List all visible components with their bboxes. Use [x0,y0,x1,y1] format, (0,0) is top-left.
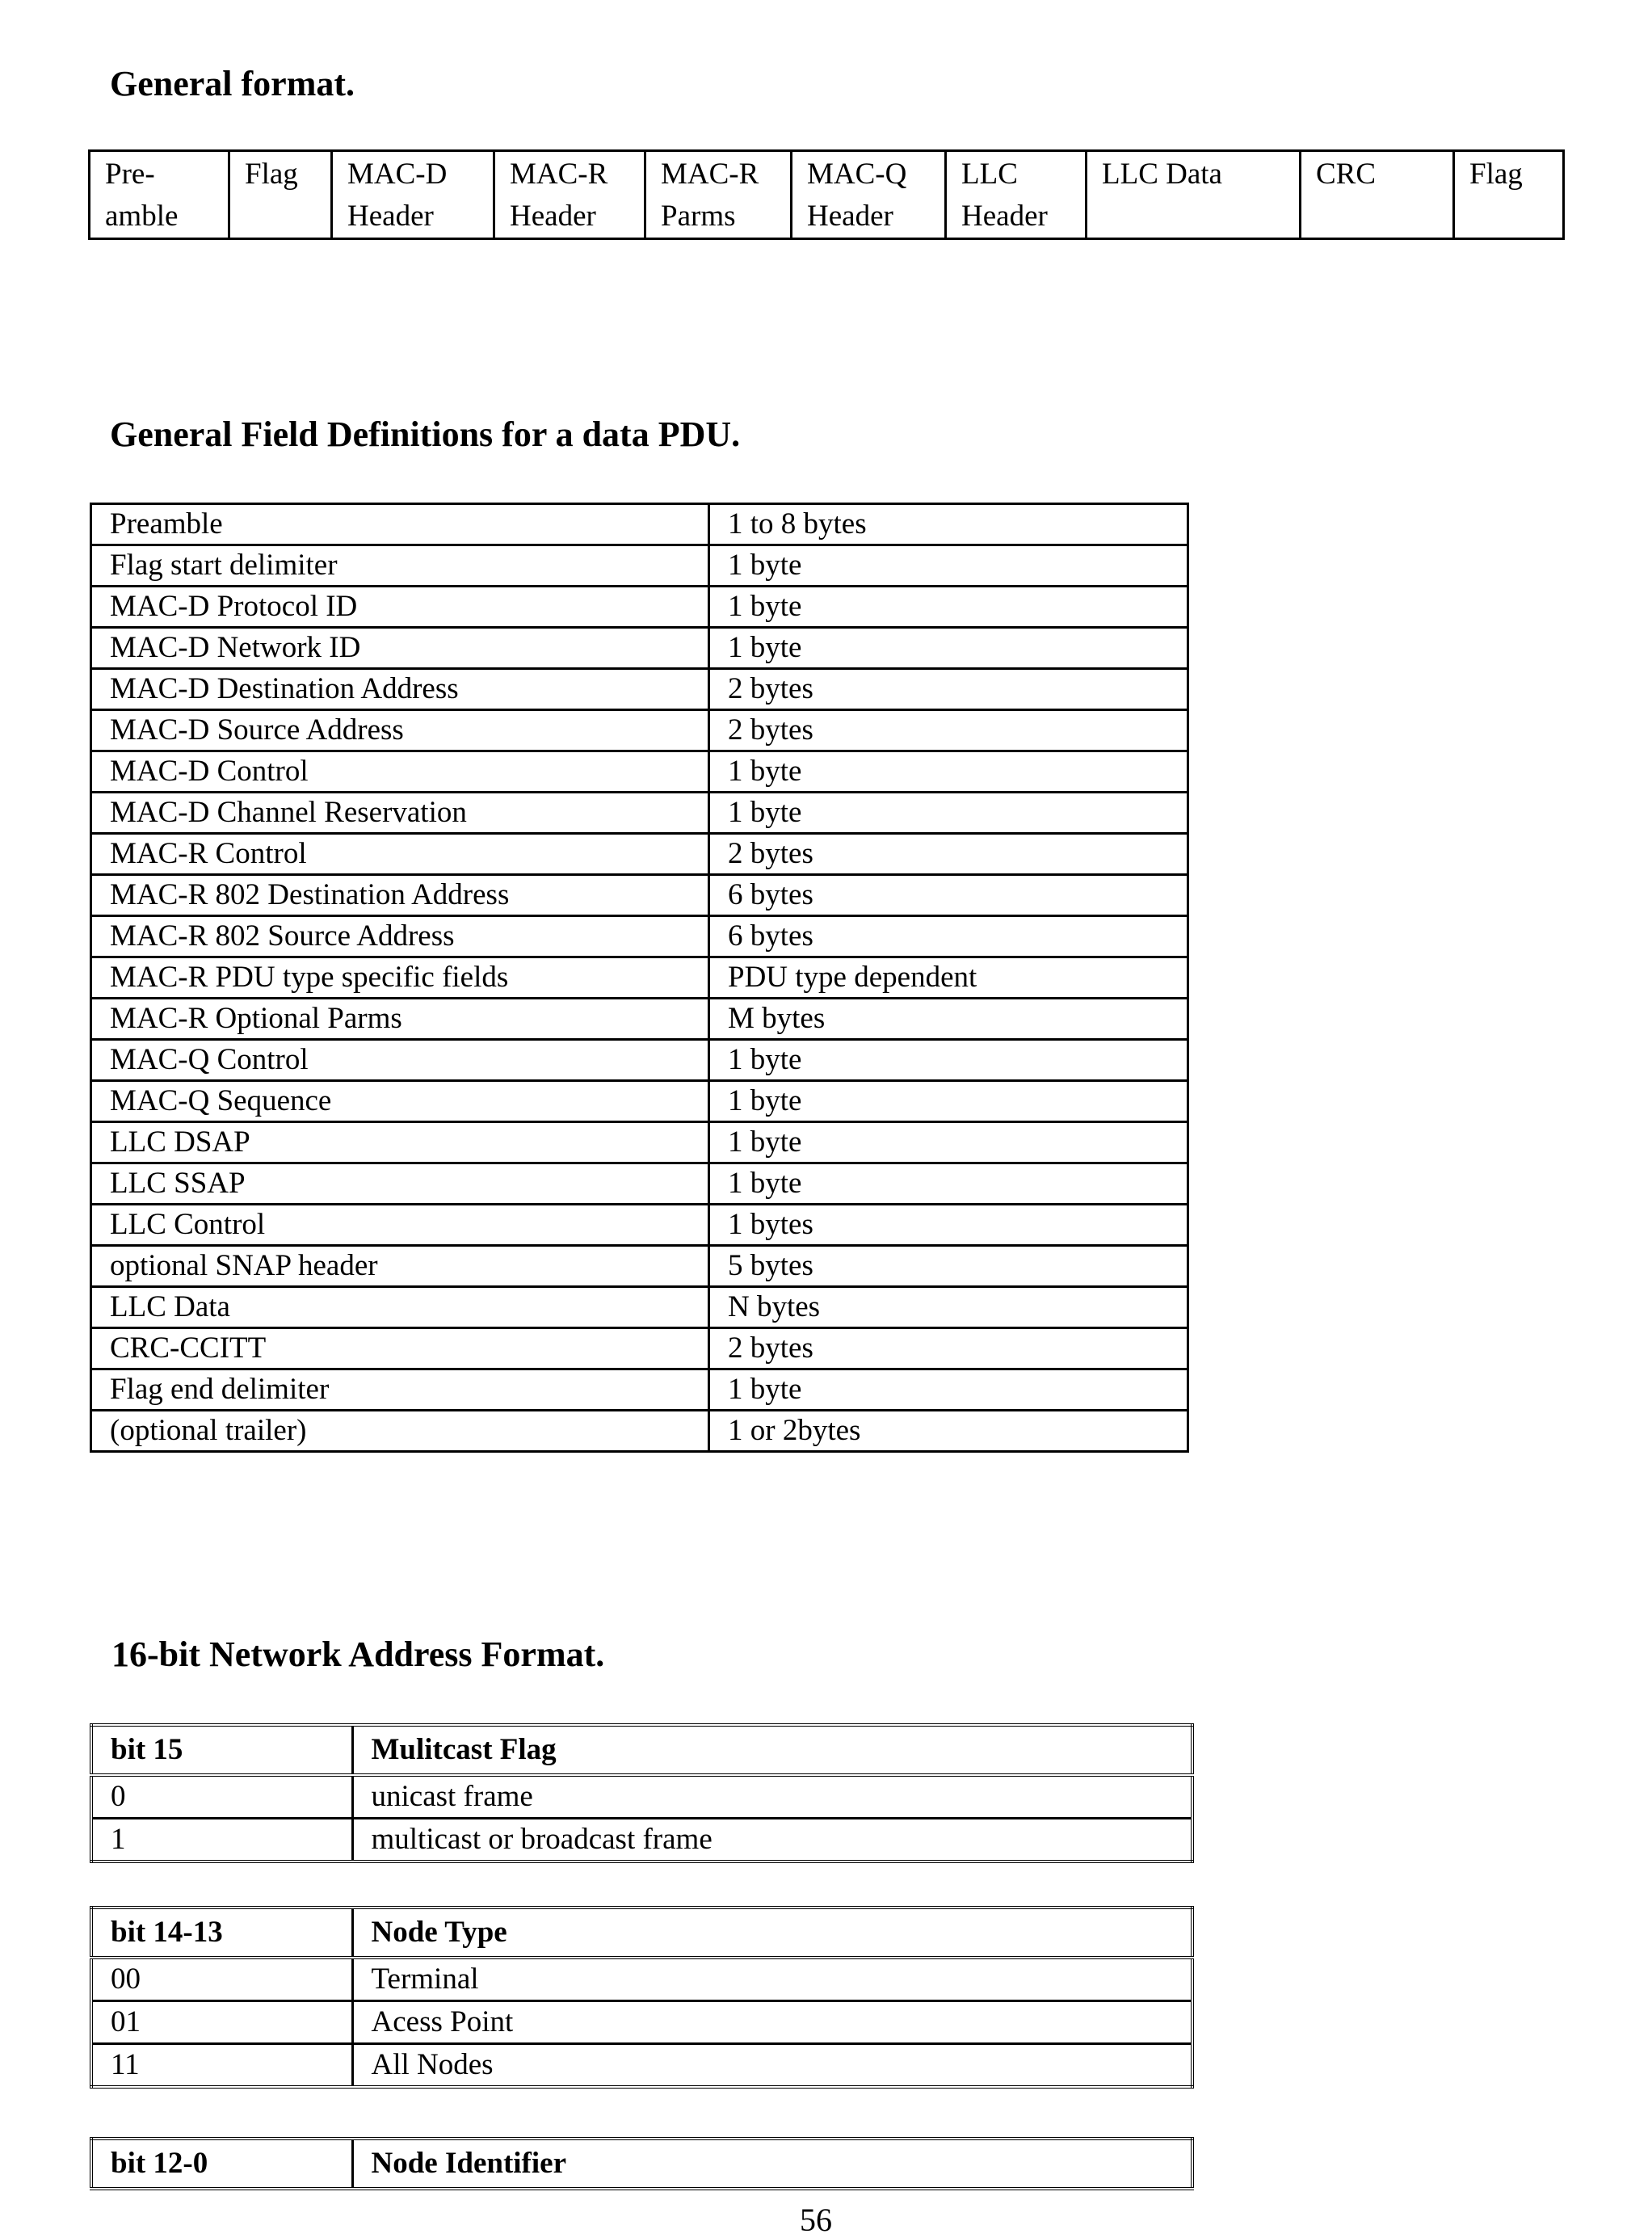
format-cell: Flag [1454,151,1564,239]
field-size: 1 byte [709,628,1188,669]
field-name: LLC SSAP [91,1163,709,1205]
general-format-table [88,149,1565,240]
format-cell: Flag [229,151,332,239]
table-row [91,751,1188,793]
field-size: 1 byte [709,1369,1188,1411]
format-row [90,151,1564,239]
field-name: MAC-R Control [91,834,709,875]
field-size: 5 bytes [709,1246,1188,1287]
table-row [91,1369,1188,1411]
format-cell: MAC-R Header [494,151,645,239]
table-header-row [91,1725,1192,1775]
field-name: MAC-D Network ID [91,628,709,669]
field-name: MAC-D Destination Address [91,669,709,710]
table-row [91,1328,1188,1369]
bit-value: 01 [91,2001,352,2044]
node-identifier-table [90,2137,1194,2190]
table-row [91,1411,1188,1452]
field-definitions-table [90,503,1189,1453]
table-row [91,1775,1192,1819]
bit-value: bit 15 [91,1725,352,1775]
table-row [91,1958,1192,2001]
table-row [91,504,1188,545]
field-size: 1 or 2bytes [709,1411,1188,1452]
field-name: MAC-R PDU type specific fields [91,957,709,999]
bit-meaning: Mulitcast Flag [352,1725,1192,1775]
field-name: LLC DSAP [91,1122,709,1163]
table-header-row [91,1908,1192,1958]
bit-meaning: unicast frame [352,1775,1192,1819]
bit-value: 1 [91,1819,352,1862]
field-size: 1 byte [709,751,1188,793]
field-name: MAC-Q Control [91,1040,709,1081]
field-size: 1 bytes [709,1205,1188,1246]
page-number: 56 [800,2212,832,2228]
table-row [91,669,1188,710]
multicast-flag-table [90,1723,1194,1863]
field-size: 1 byte [709,1040,1188,1081]
field-name: MAC-R Optional Parms [91,999,709,1040]
field-name: MAC-D Protocol ID [91,587,709,628]
bit-meaning: Node Identifier [352,2139,1192,2189]
field-name: LLC Data [91,1287,709,1328]
field-size: 1 byte [709,1122,1188,1163]
field-size: 1 byte [709,587,1188,628]
table-row [91,1287,1188,1328]
table-row [91,1040,1188,1081]
bit-value: 0 [91,1775,352,1819]
field-size: 1 byte [709,1163,1188,1205]
bit-meaning: multicast or broadcast frame [352,1819,1192,1862]
field-size: 1 byte [709,545,1188,587]
field-name: MAC-D Control [91,751,709,793]
bit-meaning: Acess Point [352,2001,1192,2044]
table-row [91,587,1188,628]
field-size: 2 bytes [709,1328,1188,1369]
field-name: Preamble [91,504,709,545]
table-row [91,1122,1188,1163]
format-cell: MAC-D Header [332,151,494,239]
field-size: 2 bytes [709,710,1188,751]
format-cell: LLC Data [1087,151,1301,239]
field-name: MAC-R 802 Destination Address [91,875,709,916]
general-format-heading: General format. [110,63,355,104]
field-size: 1 to 8 bytes [709,504,1188,545]
table-row [91,1205,1188,1246]
field-name: Flag end delimiter [91,1369,709,1411]
bit-meaning: Node Type [352,1908,1192,1958]
table-row [91,2001,1192,2044]
format-cell: Pre- amble [90,151,229,239]
table-row [91,957,1188,999]
field-name: CRC-CCITT [91,1328,709,1369]
bit-value: bit 12-0 [91,2139,352,2189]
table-row [91,1163,1188,1205]
node-type-table [90,1906,1194,2089]
table-row [91,710,1188,751]
bit-meaning: All Nodes [352,2044,1192,2088]
field-size: PDU type dependent [709,957,1188,999]
table-row [91,1081,1188,1122]
format-cell: MAC-R Parms [645,151,792,239]
table-row [91,2044,1192,2088]
field-name: MAC-R 802 Source Address [91,916,709,957]
table-row [91,834,1188,875]
table-row [91,1246,1188,1287]
field-size: 6 bytes [709,875,1188,916]
field-size: 1 byte [709,1081,1188,1122]
field-size: M bytes [709,999,1188,1040]
field-name: MAC-Q Sequence [91,1081,709,1122]
field-size: 1 byte [709,793,1188,834]
address-format-heading: 16-bit Network Address Format. [111,1634,604,1675]
table-row [91,628,1188,669]
field-size: 2 bytes [709,669,1188,710]
field-name: Flag start delimiter [91,545,709,587]
bit-value: 11 [91,2044,352,2088]
field-name: LLC Control [91,1205,709,1246]
table-row [91,793,1188,834]
format-cell: MAC-Q Header [792,151,946,239]
bit-value: bit 14-13 [91,1908,352,1958]
table-header-row [91,2139,1192,2189]
table-row [91,875,1188,916]
field-size: 2 bytes [709,834,1188,875]
field-name: optional SNAP header [91,1246,709,1287]
table-row [91,545,1188,587]
field-name: MAC-D Source Address [91,710,709,751]
table-row [91,916,1188,957]
format-cell: CRC [1301,151,1454,239]
table-row [91,999,1188,1040]
field-name: MAC-D Channel Reservation [91,793,709,834]
format-cell: LLC Header [946,151,1087,239]
field-definitions-heading: General Field Definitions for a data PDU. [110,414,740,455]
bit-value: 00 [91,1958,352,2001]
field-size: 6 bytes [709,916,1188,957]
bit-meaning: Terminal [352,1958,1192,2001]
table-row [91,1819,1192,1862]
field-size: N bytes [709,1287,1188,1328]
field-name: (optional trailer) [91,1411,709,1452]
